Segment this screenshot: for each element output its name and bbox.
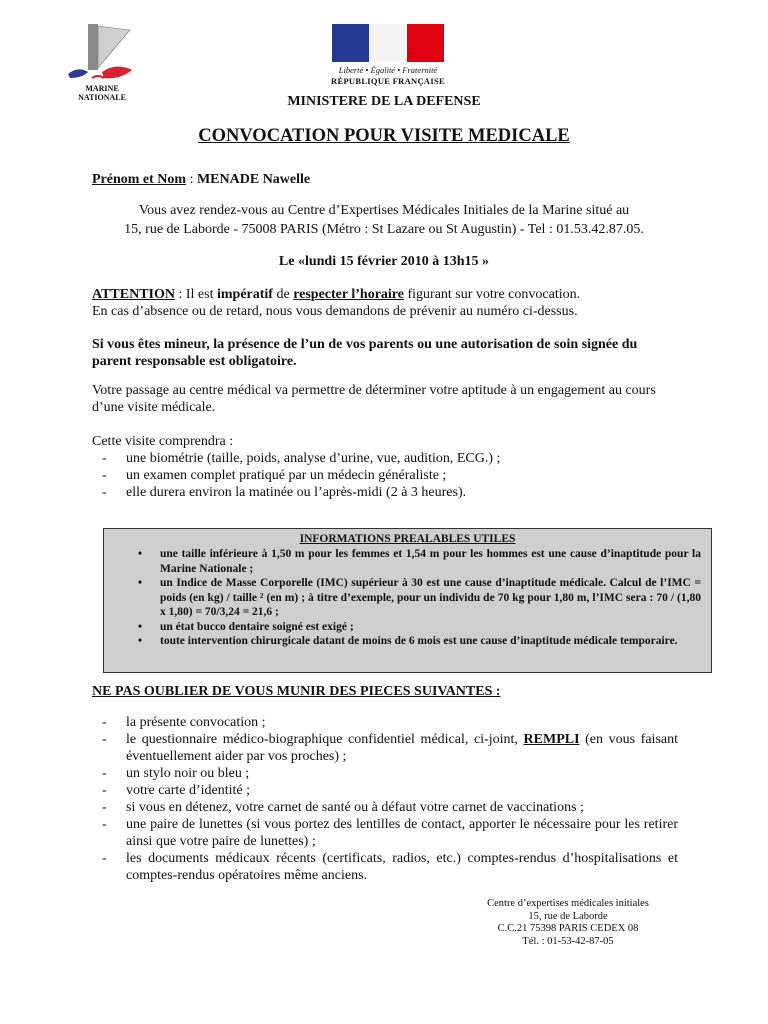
attention-text-1: : Il est	[174, 287, 217, 302]
info-box	[103, 528, 712, 673]
purpose-paragraph: Votre passage au centre médical va permettre de déterminer votre aptitude à un engagement au cours d’une visite médicale.	[92, 383, 656, 415]
item2-text-a: le questionnaire médico-biographique confidentiel médical, ci-joint,	[126, 732, 524, 747]
list-item: - votre carte d’identité ;	[92, 782, 678, 799]
info-box-title: INFORMATIONS PREALABLES UTILES	[299, 533, 516, 545]
footer-line-1: Centre d’expertises médicales initiales	[487, 898, 649, 909]
footer-line-2: 15, rue de Laborde	[528, 910, 608, 922]
list-item: - une paire de lunettes (si vous portez des lentilles de contact, apporter le nécessaire pour les retirer ainsi que votre paire de lunettes) ;	[92, 816, 678, 850]
attention-text-3: figurant sur votre convocation.	[403, 287, 581, 302]
visit-list	[92, 450, 678, 501]
footer-line-3: C.C.21 75398 PARIS CEDEX 08	[497, 923, 639, 934]
attention-label: ATTENTION	[92, 287, 175, 302]
attention-paragraph	[92, 286, 678, 320]
ministry-heading: MINISTERE DE LA DEFENSE	[287, 94, 481, 109]
marine-nationale-emblem	[62, 22, 142, 84]
list-item: - elle durera environ la matinée ou l’après-midi (2 à 3 heures).	[92, 484, 678, 501]
list-item: • un état bucco dentaire soigné est exigé ;	[160, 620, 701, 635]
footer-line-4: Tél. : 01-53-42-87-05	[522, 935, 614, 947]
list-item	[92, 731, 678, 765]
list-item: • un Indice de Masse Corporelle (IMC) supérieur à 30 est une cause d’inaptitude médicale. Calcul de l’IMC = poids (en kg) / taille ² (en m) ; à titre d’exemple, pour un individu de 70 kg pour 1,80 m, l’IMC sera : 70 / (1,80 x 1,80) = 70/3,24 = 21,6 ;	[160, 576, 701, 620]
footer-address	[448, 898, 688, 948]
list-item: - les documents médicaux récents (certificats, radios, etc.) comptes-rendus d’hospitalisations et comptes-rendus opératoires même anciens.	[92, 850, 678, 884]
info-box-list	[104, 547, 711, 649]
documents-heading: NE PAS OUBLIER DE VOUS MUNIR DES PIECES SUIVANTES :	[92, 684, 501, 699]
rf-name: RÉPUBLIQUE FRANÇAISE	[331, 76, 445, 86]
attention-line-2: En cas d’absence ou de retard, nous vous demandons de prévenir au numéro ci-dessus.	[92, 304, 578, 319]
person-sep: :	[186, 172, 197, 187]
attention-text-2: de	[272, 287, 294, 302]
rf-motto: Liberté • Égalité • Fraternité	[338, 65, 438, 75]
documents-list	[92, 714, 678, 884]
list-item: • toute intervention chirurgicale datant de moins de 6 mois est une cause d’inaptitude médicale temporaire.	[160, 634, 701, 649]
attention-imperatif: impératif	[216, 287, 273, 302]
french-flag-icon	[332, 24, 444, 62]
minor-notice: Si vous êtes mineur, la présence de l’un de vos parents ou une autorisation de soin signée du parent responsable est obligatoire.	[92, 337, 638, 369]
marine-label-1: MARINE	[85, 84, 119, 93]
marine-label-2: NATIONALE	[78, 93, 126, 102]
intro-line-2: 15, rue de Laborde - 75008 PARIS (Métro : St Lazare ou St Augustin) - Tel : 01.53.42.87.05.	[124, 222, 644, 237]
intro-paragraph	[60, 201, 708, 239]
list-item: - si vous en détenez, votre carnet de santé ou à défaut votre carnet de vaccinations ;	[92, 799, 678, 816]
visit-intro: Cette visite comprendra :	[92, 434, 234, 449]
person-name: MENADE Nawelle	[196, 172, 311, 187]
list-item: • une taille inférieure à 1,50 m pour les femmes et 1,54 m pour les hommes est une cause d’inaptitude pour la Marine Nationale ;	[160, 547, 701, 576]
list-item: - la présente convocation ;	[92, 714, 678, 731]
appointment-date: Le «lundi 15 février 2010 à 13h15 »	[278, 254, 490, 269]
attention-horaire: respecter l’horaire	[293, 287, 404, 302]
list-item: - un examen complet pratiqué par un médecin généraliste ;	[92, 467, 678, 484]
item2-rempli: REMPLI	[523, 732, 580, 747]
list-item: - une biométrie (taille, poids, analyse d’urine, vue, audition, ECG.) ;	[92, 450, 678, 467]
list-item: - un stylo noir ou bleu ;	[92, 765, 678, 782]
republique-francaise-logo	[328, 24, 448, 90]
intro-line-1: Vous avez rendez-vous au Centre d’Expertises Médicales Initiales de la Marine situé au	[138, 203, 630, 218]
person-label: Prénom et Nom	[92, 172, 187, 187]
person-line	[92, 172, 310, 188]
document-title: CONVOCATION POUR VISITE MEDICALE	[198, 126, 570, 146]
item2-text-b: (en vous faisant éventuellement aider par vos proches) ;	[126, 732, 678, 764]
